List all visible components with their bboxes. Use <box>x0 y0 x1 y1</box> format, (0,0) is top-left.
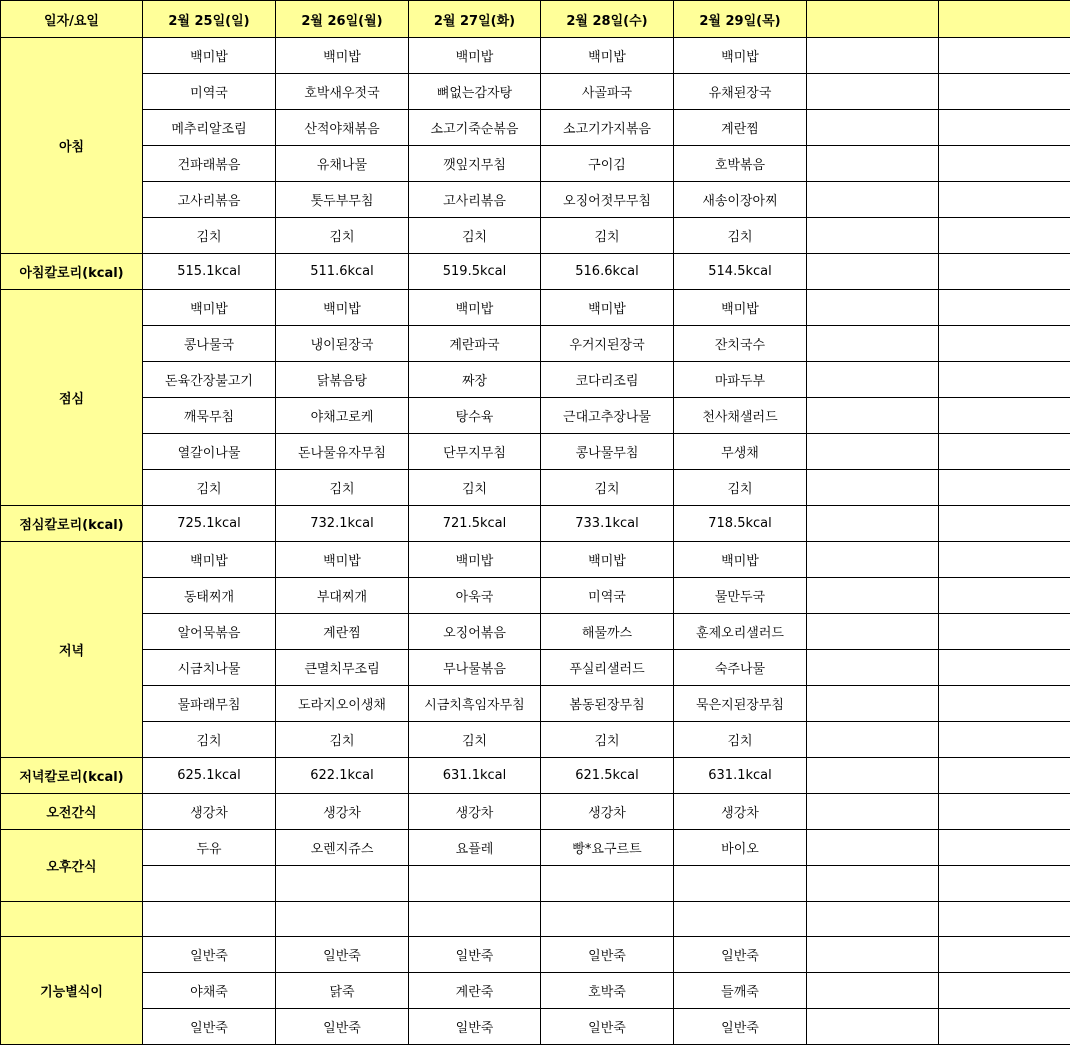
menu-item: 부대찌개 <box>276 578 409 614</box>
menu-item: 백미밥 <box>276 38 409 74</box>
empty-cell <box>807 362 939 398</box>
menu-item: 새송이장아찌 <box>674 182 807 218</box>
menu-item: 마파두부 <box>674 362 807 398</box>
empty-cell <box>807 614 939 650</box>
lunch-row <box>1 326 1070 362</box>
porridge-item: 일반죽 <box>409 1009 541 1045</box>
menu-item: 김치 <box>674 470 807 506</box>
snack-item: 빵*요구르트 <box>541 830 674 866</box>
menu-item: 사골파국 <box>541 74 674 110</box>
pm-snack-label: 오후간식 <box>1 830 143 902</box>
menu-item: 유채된장국 <box>674 74 807 110</box>
empty-cell <box>674 902 807 937</box>
empty-cell <box>939 542 1070 578</box>
empty-cell <box>807 182 939 218</box>
empty-cell <box>939 650 1070 686</box>
menu-item: 호박볶음 <box>674 146 807 182</box>
day-header: 2월 29일(목) <box>674 1 807 38</box>
porridge-item: 닭죽 <box>276 973 409 1009</box>
menu-item: 소고기죽순볶음 <box>409 110 541 146</box>
functional-row <box>1 973 1070 1009</box>
dinner-row <box>1 722 1070 758</box>
kcal-value: 516.6kcal <box>541 254 674 290</box>
empty-cell <box>807 542 939 578</box>
empty-cell <box>807 470 939 506</box>
menu-item: 훈제오리샐러드 <box>674 614 807 650</box>
menu-item: 톳두부무침 <box>276 182 409 218</box>
menu-item: 백미밥 <box>541 38 674 74</box>
menu-item: 유채나물 <box>276 146 409 182</box>
kcal-value: 625.1kcal <box>143 758 276 794</box>
porridge-item: 일반죽 <box>276 937 409 973</box>
snack-item: 오렌지쥬스 <box>276 830 409 866</box>
porridge-item: 호박죽 <box>541 973 674 1009</box>
breakfast-kcal-row <box>1 254 1070 290</box>
menu-item: 백미밥 <box>143 542 276 578</box>
menu-item: 김치 <box>276 470 409 506</box>
menu-item: 백미밥 <box>674 38 807 74</box>
menu-item: 닭볶음탕 <box>276 362 409 398</box>
menu-item: 김치 <box>143 470 276 506</box>
empty-cell <box>939 182 1070 218</box>
lunch-kcal-label: 점심칼로리(kcal) <box>1 506 143 542</box>
breakfast-row <box>1 38 1070 74</box>
menu-item: 무생채 <box>674 434 807 470</box>
kcal-value: 733.1kcal <box>541 506 674 542</box>
menu-item: 백미밥 <box>541 290 674 326</box>
menu-item: 콩나물국 <box>143 326 276 362</box>
lunch-row <box>1 362 1070 398</box>
kcal-value: 718.5kcal <box>674 506 807 542</box>
snack-item: 생강차 <box>143 794 276 830</box>
menu-item: 큰멸치무조림 <box>276 650 409 686</box>
porridge-item: 일반죽 <box>674 937 807 973</box>
snack-item: 바이오 <box>674 830 807 866</box>
empty-cell <box>807 937 939 973</box>
breakfast-row <box>1 146 1070 182</box>
menu-item: 백미밥 <box>674 542 807 578</box>
menu-item: 시금치나물 <box>143 650 276 686</box>
kcal-value: 514.5kcal <box>674 254 807 290</box>
empty-cell <box>939 38 1070 74</box>
porridge-item: 일반죽 <box>276 1009 409 1045</box>
snack-item: 생강차 <box>276 794 409 830</box>
menu-item: 김치 <box>541 722 674 758</box>
empty-cell <box>939 398 1070 434</box>
empty-cell <box>807 794 939 830</box>
menu-item: 호박새우젓국 <box>276 74 409 110</box>
empty-cell <box>939 110 1070 146</box>
empty-cell <box>807 38 939 74</box>
menu-item: 김치 <box>541 218 674 254</box>
menu-item: 백미밥 <box>409 38 541 74</box>
functional-row <box>1 1009 1070 1045</box>
kcal-value: 732.1kcal <box>276 506 409 542</box>
pm-snack-row <box>1 830 1070 866</box>
kcal-value: 631.1kcal <box>674 758 807 794</box>
snack-item: 생강차 <box>674 794 807 830</box>
empty-cell <box>807 146 939 182</box>
empty-cell <box>409 866 541 902</box>
porridge-item: 일반죽 <box>143 937 276 973</box>
kcal-value: 519.5kcal <box>409 254 541 290</box>
menu-item: 소고기가지볶음 <box>541 110 674 146</box>
empty-header-cell <box>807 1 939 38</box>
empty-cell <box>939 254 1070 290</box>
empty-cell <box>939 362 1070 398</box>
day-header: 2월 26일(월) <box>276 1 409 38</box>
snack-item: 생강차 <box>541 794 674 830</box>
menu-item: 백미밥 <box>276 542 409 578</box>
kcal-value: 725.1kcal <box>143 506 276 542</box>
empty-header-cell <box>939 1 1070 38</box>
menu-item: 숙주나물 <box>674 650 807 686</box>
lunch-row <box>1 434 1070 470</box>
empty-cell <box>143 866 276 902</box>
empty-cell <box>807 758 939 794</box>
menu-item: 동태찌개 <box>143 578 276 614</box>
empty-cell <box>276 866 409 902</box>
menu-item: 김치 <box>276 218 409 254</box>
snack-item: 두유 <box>143 830 276 866</box>
empty-cell <box>939 722 1070 758</box>
menu-item: 물파래무침 <box>143 686 276 722</box>
kcal-value: 511.6kcal <box>276 254 409 290</box>
empty-cell <box>807 218 939 254</box>
lunch-label: 점심 <box>1 290 143 506</box>
menu-item: 계란찜 <box>276 614 409 650</box>
empty-cell <box>409 902 541 937</box>
menu-item: 오징어볶음 <box>409 614 541 650</box>
empty-cell <box>939 758 1070 794</box>
porridge-item: 야채죽 <box>143 973 276 1009</box>
menu-item: 해물까스 <box>541 614 674 650</box>
empty-cell <box>807 650 939 686</box>
dinner-row <box>1 542 1070 578</box>
functional-row <box>1 937 1070 973</box>
am-snack-label: 오전간식 <box>1 794 143 830</box>
empty-cell <box>807 902 939 937</box>
porridge-item: 일반죽 <box>541 937 674 973</box>
breakfast-row <box>1 74 1070 110</box>
menu-item: 오징어젓무무침 <box>541 182 674 218</box>
menu-item: 구이김 <box>541 146 674 182</box>
menu-item: 아욱국 <box>409 578 541 614</box>
spacer-row <box>1 902 1070 937</box>
empty-cell <box>807 686 939 722</box>
header-corner: 일자/요일 <box>1 1 143 38</box>
empty-cell <box>939 902 1070 937</box>
porridge-item: 일반죽 <box>409 937 541 973</box>
menu-item: 백미밥 <box>143 38 276 74</box>
menu-item: 열갈이나물 <box>143 434 276 470</box>
menu-item: 고사리볶음 <box>409 182 541 218</box>
menu-item: 계란찜 <box>674 110 807 146</box>
menu-item: 계란파국 <box>409 326 541 362</box>
menu-item: 단무지무침 <box>409 434 541 470</box>
menu-item: 김치 <box>541 470 674 506</box>
empty-cell <box>939 146 1070 182</box>
menu-item: 묵은지된장무침 <box>674 686 807 722</box>
menu-item: 김치 <box>674 218 807 254</box>
porridge-item: 들깨죽 <box>674 973 807 1009</box>
day-header: 2월 28일(수) <box>541 1 674 38</box>
menu-item: 봄동된장무침 <box>541 686 674 722</box>
lunch-row <box>1 290 1070 326</box>
menu-item: 백미밥 <box>409 290 541 326</box>
empty-cell <box>807 866 939 902</box>
menu-item: 뼈없는감자탕 <box>409 74 541 110</box>
breakfast-label: 아침 <box>1 38 143 254</box>
dinner-label: 저녁 <box>1 542 143 758</box>
am-snack-row <box>1 794 1070 830</box>
lunch-row <box>1 470 1070 506</box>
functional-label: 기능별식이 <box>1 937 143 1045</box>
menu-item: 김치 <box>276 722 409 758</box>
menu-item: 메추리알조림 <box>143 110 276 146</box>
empty-cell <box>807 326 939 362</box>
breakfast-row <box>1 110 1070 146</box>
menu-item: 짜장 <box>409 362 541 398</box>
menu-item: 콩나물무침 <box>541 434 674 470</box>
empty-cell <box>807 1009 939 1045</box>
breakfast-row <box>1 218 1070 254</box>
menu-item: 깨묵무침 <box>143 398 276 434</box>
menu-item: 도라지오이생채 <box>276 686 409 722</box>
empty-cell <box>939 326 1070 362</box>
porridge-item: 계란죽 <box>409 973 541 1009</box>
dinner-kcal-row <box>1 758 1070 794</box>
breakfast-kcal-label: 아침칼로리(kcal) <box>1 254 143 290</box>
kcal-value: 721.5kcal <box>409 506 541 542</box>
empty-cell <box>939 578 1070 614</box>
porridge-item: 일반죽 <box>674 1009 807 1045</box>
empty-cell <box>939 470 1070 506</box>
dinner-row <box>1 686 1070 722</box>
kcal-value: 622.1kcal <box>276 758 409 794</box>
empty-cell <box>807 398 939 434</box>
kcal-value: 631.1kcal <box>409 758 541 794</box>
empty-cell <box>807 830 939 866</box>
empty-cell <box>939 973 1070 1009</box>
menu-item: 무나물볶음 <box>409 650 541 686</box>
menu-item: 미역국 <box>541 578 674 614</box>
empty-cell <box>807 110 939 146</box>
day-header: 2월 25일(일) <box>143 1 276 38</box>
empty-cell <box>674 866 807 902</box>
kcal-value: 621.5kcal <box>541 758 674 794</box>
menu-item: 김치 <box>409 470 541 506</box>
lunch-kcal-row <box>1 506 1070 542</box>
empty-cell <box>939 506 1070 542</box>
menu-item: 근대고추장나물 <box>541 398 674 434</box>
menu-item: 야채고로케 <box>276 398 409 434</box>
menu-item: 알어묵볶음 <box>143 614 276 650</box>
kcal-value: 515.1kcal <box>143 254 276 290</box>
empty-cell <box>541 866 674 902</box>
menu-item: 천사채샐러드 <box>674 398 807 434</box>
menu-item: 건파래볶음 <box>143 146 276 182</box>
menu-item: 탕수육 <box>409 398 541 434</box>
empty-cell <box>939 830 1070 866</box>
empty-cell <box>807 722 939 758</box>
menu-item: 김치 <box>674 722 807 758</box>
menu-item: 백미밥 <box>276 290 409 326</box>
menu-item: 고사리볶음 <box>143 182 276 218</box>
day-header: 2월 27일(화) <box>409 1 541 38</box>
spacer-label <box>1 902 143 937</box>
snack-item: 생강차 <box>409 794 541 830</box>
empty-cell <box>939 794 1070 830</box>
empty-cell <box>939 1009 1070 1045</box>
dinner-row <box>1 578 1070 614</box>
porridge-item: 일반죽 <box>143 1009 276 1045</box>
empty-cell <box>939 686 1070 722</box>
menu-item: 김치 <box>143 722 276 758</box>
empty-cell <box>807 578 939 614</box>
empty-cell <box>939 290 1070 326</box>
empty-cell <box>939 434 1070 470</box>
menu-item: 잔치국수 <box>674 326 807 362</box>
dinner-kcal-label: 저녁칼로리(kcal) <box>1 758 143 794</box>
menu-item: 김치 <box>409 722 541 758</box>
menu-item: 냉이된장국 <box>276 326 409 362</box>
porridge-item: 일반죽 <box>541 1009 674 1045</box>
lunch-row <box>1 398 1070 434</box>
empty-cell <box>807 434 939 470</box>
menu-item: 백미밥 <box>143 290 276 326</box>
empty-cell <box>807 290 939 326</box>
empty-cell <box>939 218 1070 254</box>
dinner-row <box>1 614 1070 650</box>
menu-item: 깻잎지무침 <box>409 146 541 182</box>
empty-cell <box>939 614 1070 650</box>
empty-cell <box>939 866 1070 902</box>
empty-cell <box>939 937 1070 973</box>
empty-cell <box>143 902 276 937</box>
empty-cell <box>807 74 939 110</box>
menu-item: 시금치흑임자무침 <box>409 686 541 722</box>
header-row <box>1 1 1070 38</box>
menu-item: 김치 <box>409 218 541 254</box>
empty-cell <box>939 74 1070 110</box>
menu-item: 백미밥 <box>409 542 541 578</box>
empty-cell <box>807 973 939 1009</box>
menu-item: 산적야채볶음 <box>276 110 409 146</box>
menu-item: 돈육간장불고기 <box>143 362 276 398</box>
menu-item: 백미밥 <box>541 542 674 578</box>
menu-item: 우거지된장국 <box>541 326 674 362</box>
empty-cell <box>541 902 674 937</box>
menu-item: 푸실리샐러드 <box>541 650 674 686</box>
menu-item: 물만두국 <box>674 578 807 614</box>
menu-item: 코다리조림 <box>541 362 674 398</box>
menu-item: 김치 <box>143 218 276 254</box>
empty-cell <box>807 254 939 290</box>
pm-snack-blank-row <box>1 866 1070 902</box>
breakfast-row <box>1 182 1070 218</box>
menu-item: 백미밥 <box>674 290 807 326</box>
menu-item: 미역국 <box>143 74 276 110</box>
menu-item: 돈나물유자무침 <box>276 434 409 470</box>
empty-cell <box>807 506 939 542</box>
snack-item: 요플레 <box>409 830 541 866</box>
empty-cell <box>276 902 409 937</box>
dinner-row <box>1 650 1070 686</box>
